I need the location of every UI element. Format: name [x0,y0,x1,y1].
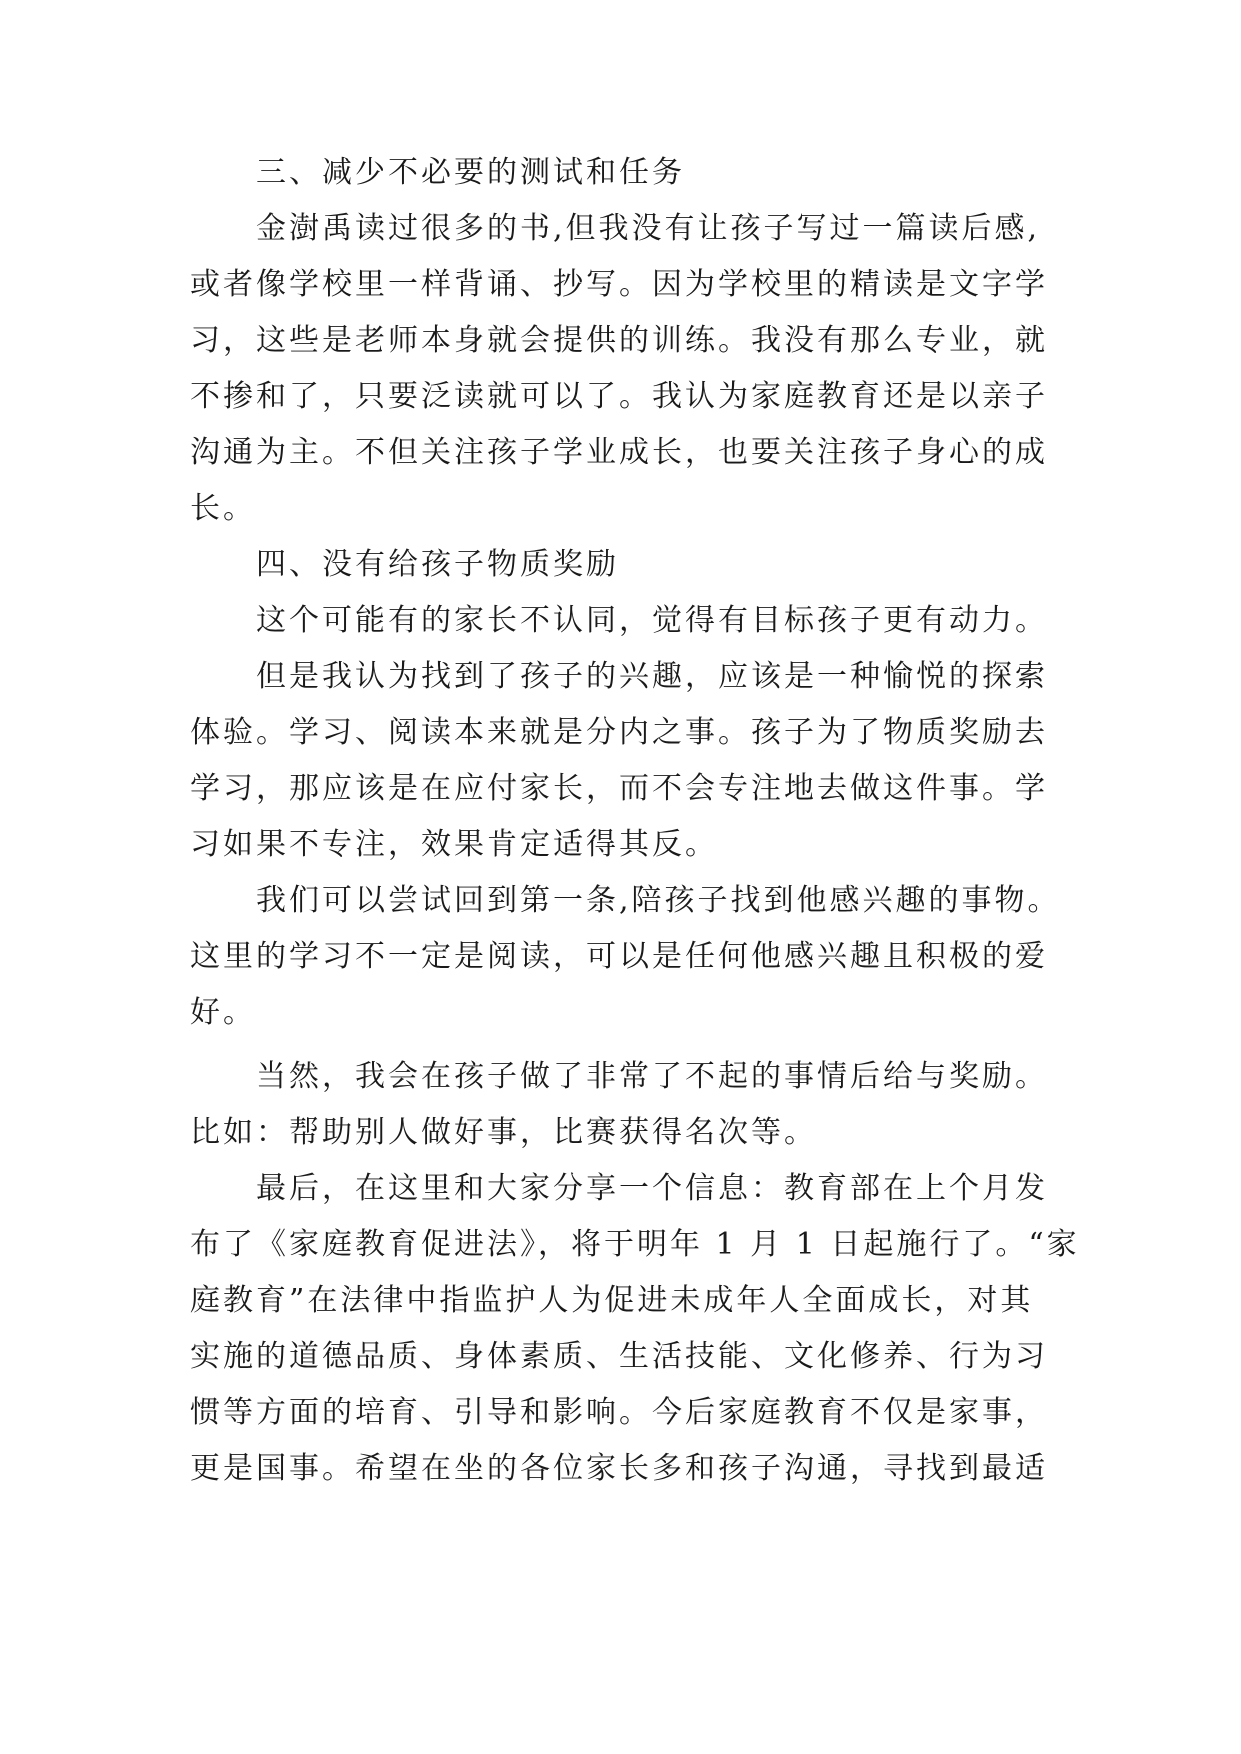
paragraph-line: 这个可能有的家长不认同，觉得有目标孩子更有动力。 [256,603,1048,638]
paragraph-line: 好。 [190,995,256,1030]
paragraph-line: 庭教育”在法律中指监护人为促进未成年人全面成长，对其 [190,1283,1034,1318]
paragraph-line: 沟通为主。不但关注孩子学业成长，也要关注孩子身心的成 [190,435,1048,470]
paragraph-line: 布了《家庭教育促进法》，将于明年 1 月 1 日起施行了。“家 [190,1227,1080,1262]
paragraph-line: 金澍禹读过很多的书,但我没有让孩子写过一篇读后感, [256,211,1041,246]
paragraph-line: 体验。学习、阅读本来就是分内之事。孩子为了物质奖励去 [190,715,1048,750]
paragraph-line: 学习，那应该是在应付家长，而不会专注地去做这件事。学 [190,771,1048,806]
paragraph-line: 实施的道德品质、身体素质、生活技能、文化修养、行为习 [190,1339,1048,1374]
paragraph-line: 习，这些是老师本身就会提供的训练。我没有那么专业，就 [190,323,1048,358]
paragraph-line: 最后，在这里和大家分享一个信息：教育部在上个月发 [256,1171,1048,1206]
paragraph-line: 当然，我会在孩子做了非常了不起的事情后给与奖励。 [256,1059,1048,1094]
paragraph-line: 但是我认为找到了孩子的兴趣，应该是一种愉悦的探索 [256,659,1048,694]
paragraph-line: 习如果不专注，效果肯定适得其反。 [190,827,718,862]
paragraph-line: 不掺和了，只要泛读就可以了。我认为家庭教育还是以亲子 [190,379,1048,414]
paragraph-line: 我们可以尝试回到第一条,陪孩子找到他感兴趣的事物。 [256,883,1061,918]
paragraph-line: 惯等方面的培育、引导和影响。今后家庭教育不仅是家事， [190,1395,1048,1430]
section-heading-4: 四、没有给孩子物质奖励 [256,547,619,582]
paragraph-line: 或者像学校里一样背诵、抄写。因为学校里的精读是文字学 [190,267,1048,302]
paragraph-line: 比如：帮助别人做好事，比赛获得名次等。 [190,1115,817,1150]
paragraph-line: 长。 [190,491,256,526]
paragraph-line: 更是国事。希望在坐的各位家长多和孩子沟通，寻找到最适 [190,1451,1048,1486]
paragraph-line: 这里的学习不一定是阅读，可以是任何他感兴趣且积极的爱 [190,939,1048,974]
section-heading-3: 三、减少不必要的测试和任务 [256,155,685,190]
